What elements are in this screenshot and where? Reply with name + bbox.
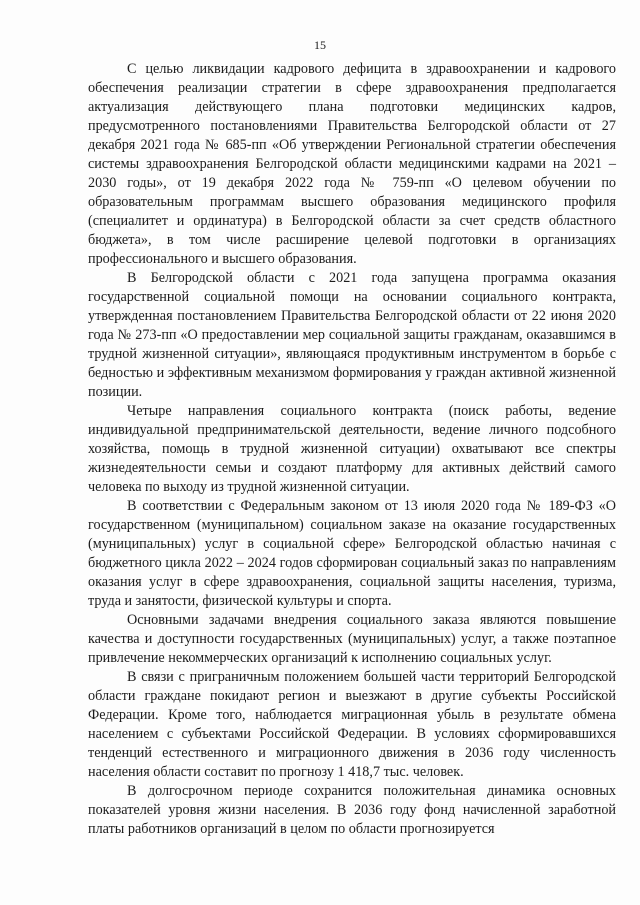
page-number: 15: [314, 38, 326, 52]
paragraph-medical-staffing: С целью ликвидации кадрового дефицита в здравоохранении и кадрового обеспечения реализации стратегии в сфере здравоохранения предполагается актуализация действующего плана подготовки медицинских кадров, предусмотренного постановлениями Правительства Белгородской области от 27 декабря 2021 года № 685-пп «Об утверждении Региональной стратегии обеспечения системы здравоохранения Белгородской области медицинскими кадрами на 2021 – 2030 годы», от 19 декабря 2022 года № 759-пп «О целевом обучении по образовательным программам высшего образования медицинского профиля (специалитет и ординатура) в Белгородской области за счет средств областного бюджета», в том числе расширение целевой подготовки в организациях профессионального и высшего образования.: [88, 61, 616, 267]
paragraph-social-order-goals: Основными задачами внедрения социального заказа являются повышение качества и доступности государственных (муниципальных) услуг, а также поэтапное привлечение некоммерческих организаций к исполнению социальных услуг.: [88, 612, 616, 666]
paragraph-living-standards: В долгосрочном периоде сохранится положительная динамика основных показателей уровня жизни населения. В 2036 году фонд начисленной заработной платы работников организаций в целом по области прогнозируется: [88, 783, 616, 837]
paragraph-federal-law-social-order: В соответствии с Федеральным законом от 13 июля 2020 года № 189-ФЗ «О государственном (муниципальном) социальном заказе на оказание государственных (муниципальных) услуг в социальной сфере» Белгородской областью начиная с бюджетного цикла 2022 – 2024 годов сформирован социальный заказ по направлениям оказания услуг в сфере здравоохранения, социальной защиты населения, туризма, труда и занятости, физической культуры и спорта.: [88, 498, 616, 609]
paragraph-social-contract-directions: Четыре направления социального контракта (поиск работы, ведение индивидуальной предпринимательской деятельности, ведение личного подсобного хозяйства, помощь в трудной жизненной ситуации) охватывают все спектры жизнедеятельности семьи и создают платформу для активных действий самого человека по выходу из трудной жизненной ситуации.: [88, 403, 616, 495]
paragraph-social-contract-program: В Белгородской области с 2021 года запущена программа оказания государственной социальной помощи на основании социального контракта, утвержденная постановлением Правительства Белгородской области от 22 июня 2020 года № 273-пп «О предоставлении мер социальной защиты гражданам, оказавшимся в трудной жизненной ситуации», являющаяся продуктивным инструментом в борьбе с бедностью и эффективным механизмом формирования у граждан активной жизненной позиции.: [88, 270, 616, 400]
paragraph-migration: В связи с приграничным положением большей части территорий Белгородской области граждане покидают регион и выезжают в другие субъекты Российской Федерации. Кроме того, наблюдается миграционная убыль в результате обмена населением с субъектами Российской Федерации. В условиях сформировавшихся тенденций естественного и миграционного движения в 2036 году численность населения области составит по прогнозу 1 418,7 тыс. человек.: [88, 669, 616, 780]
body-text: [88, 60, 616, 839]
